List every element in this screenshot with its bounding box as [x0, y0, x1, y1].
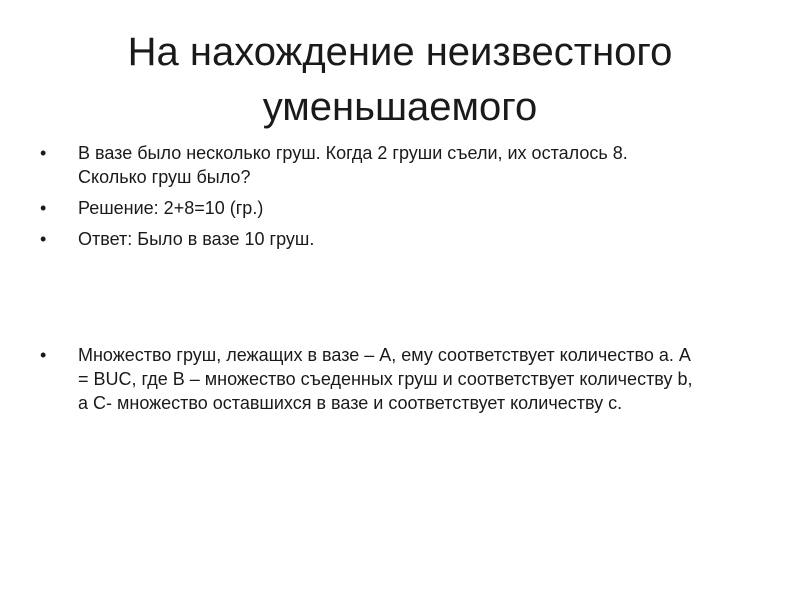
bullet-dot-icon: •: [40, 345, 47, 365]
bullet-text-line: = ВUС, где В – множество съеденных груш и соответствует количеству b,: [78, 369, 693, 389]
bullet-item-sets: [40, 343, 770, 415]
bullet-text-line: В вазе было несколько груш. Когда 2 груши съели, их осталось 8.: [78, 143, 628, 163]
bullet-text-line: а С- множество оставшихся в вазе и соответствует количеству с.: [78, 393, 623, 413]
bullet-text-line: Решение: 2+8=10 (гр.): [78, 198, 264, 218]
bullet-text-line: Сколько груш было?: [78, 167, 251, 187]
slide-title: [60, 25, 740, 135]
bullet-item-answer: [40, 227, 770, 251]
bullet-dot-icon: •: [40, 198, 47, 218]
title-line: уменьшаемого: [262, 85, 538, 129]
bullet-text-line: Ответ: Было в вазе 10 груш.: [78, 229, 315, 249]
bullet-text-line: Множество груш, лежащих в вазе – А, ему соответствует количество а. А: [78, 345, 691, 365]
title-line: На нахождение неизвестного: [127, 30, 673, 74]
bullet-dot-icon: •: [40, 143, 47, 163]
bullet-item-solution: [40, 196, 770, 220]
bullet-item-problem: [40, 141, 770, 189]
bullet-list: [40, 141, 770, 422]
bullet-dot-icon: •: [40, 229, 47, 249]
